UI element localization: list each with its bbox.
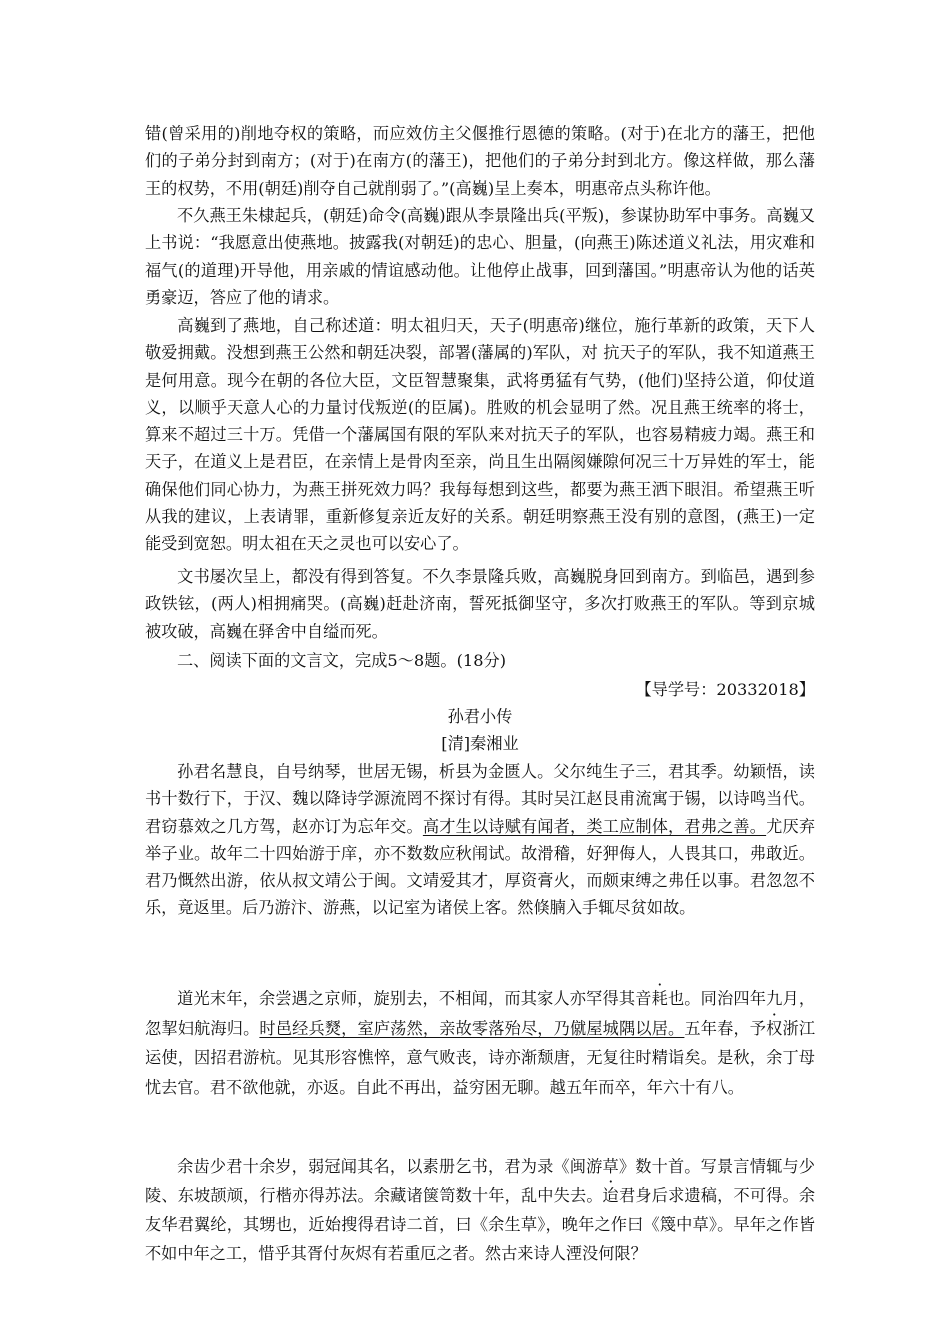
paragraph-3-text: 高巍到了燕地，自己称述道：明太祖归天，天子(明惠帝)继位，施行革新的政策，天下人敬爱拥戴。没想到燕王公然和朝廷决裂，部署(藩属的)军队，对 抗天子的军队，我不知道燕王是何用意。现今在朝的各位大臣，文臣智慧聚集，武将勇猛有气势，(他们)坚持公道，仰仗道义，以顺乎天意人心的力量讨伐叛逆(的臣属)。胜败的机会显明了然。况且燕王统率的将士，算来不超过三十万。凭借一个藩属国有限的军队来对抗天子的军队，也容易精疲力竭。燕王和天子，在道义上是君臣，在亲情上是骨肉至亲，尚且生出隔阂嫌隙何况三十万异姓的军士，能确保他们同心协力，为燕王拼死效力吗？我每每想到这些，都要为燕王洒下眼泪。希望燕王听从我的建议，上表请罪，重新修复亲近友好的关系。朝廷明察燕王没有别的意图，(燕王)一定能受到宽恕。明太祖在天之灵也可以安心了。 bbox=[145, 316, 815, 554]
paragraph-1-text: 错(曾采用的)削地夺权的策略，而应效仿主父偃推行恩德的策略。(对于)在北方的藩王，把他们的子弟分封到南方；(对于)在南方(的藩王)，把他们的子弟分封到北方。像这样做，那么藩王的权势，不用(朝廷)削夺自己就削弱了。”(高巍)呈上奏本，明惠帝点头称许他。 bbox=[145, 124, 815, 198]
paragraph-4-text: 文书屡次呈上，都没有得到答复。不久李景隆兵败，高巍脱身回到南方。到临邑，遇到参政铁铉，(两人)相拥痛哭。(高巍)赶赴济南，誓死抵御坚守，多次打败燕王的军队。等到京城被攻破，高巍在驿舍中自缢而死。 bbox=[145, 567, 815, 641]
paragraph-6 bbox=[145, 984, 815, 1102]
underlined-sentence-2: 时邑经兵燹，室庐荡然，亲故零落殆尽，乃僦屋城隅以居。 bbox=[259, 1018, 685, 1038]
paragraph-3 bbox=[145, 312, 815, 558]
dotted-char-2: 权 bbox=[766, 1018, 783, 1038]
section-heading bbox=[145, 647, 815, 674]
article-title: 孙君小传 bbox=[447, 707, 513, 726]
paragraph-7-text-b: 君身后求遗稿，不可得。余友华君翼纶，其甥也，近始搜得君诗二首，曰《余生草》，晚年之作曰《篾中草》。早年之作皆不如中年之工，惜乎其胥付灰烬有若重厄之者。然古来诗人湮没何限？ bbox=[145, 1186, 816, 1263]
paragraph-5-text-a: 孙君名慧良，自号纳琴，世居无锡，析县为金匮人。父尔纯生子三，君其季。幼颖悟，读书十数行下，于汉、魏以降诗学源流罔不探讨有得。其时吴江赵艮甫流寓于锡，以诗鸣当代。君窃慕效之几方驾，赵亦订为忘年交。 bbox=[145, 762, 815, 836]
article-author: [清]秦湘业 bbox=[441, 734, 519, 753]
section-heading-text: 二、阅读下面的文言文，完成5～8题。(18分) bbox=[177, 651, 507, 670]
paragraph-5 bbox=[145, 758, 815, 922]
paragraph-2-text: 不久燕王朱棣起兵，(朝廷)命令(高巍)跟从李景隆出兵(平叛)，参谋协助军中事务。高巍又上书说：“我愿意出使燕地。披露我(对朝廷)的忠心、胆量，(向燕王)陈述道义礼法，用灾难和福气(的道理)开导他，用亲戚的情谊感动他。让他停止战事，回到藩国。”明惠帝认为他的话英勇豪迈，答应了他的请求。 bbox=[145, 206, 815, 307]
paragraph-4 bbox=[145, 563, 815, 645]
dotted-char-3: 迨 bbox=[602, 1186, 620, 1205]
paragraph-6-text-a: 道光末年，余尝遇之京师，旋别去，不相闻，而其家人亦罕得其音 bbox=[177, 989, 652, 1008]
paragraph-6-text-c: 五年春，予 bbox=[684, 1018, 767, 1038]
dotted-char-1: 耗 bbox=[651, 989, 668, 1008]
paragraph-1 bbox=[145, 120, 815, 202]
paragraph-5-text-b: 尤厌弃举子业。故年二十四始游于庠，亦不数数应秋闱试。故滑稽，好狎侮人，人畏其口，弗敢近。君乃慨然出游，依从叔文靖公于闽。文靖爱其才，厚资膏火，而颇束缚之弗任以事。君忽忽不乐，竟返里。后乃游汴、游燕，以记室为诸侯上客。然倏腩入手辄尽贫如故。 bbox=[145, 816, 816, 918]
guide-number: 【导学号：20332018】 bbox=[635, 680, 815, 699]
paragraph-2 bbox=[145, 202, 815, 311]
underlined-sentence-1: 高才生以诗赋有闻者，类工应制体，君弗之善。 bbox=[422, 816, 767, 836]
paragraph-7-text-a: 余齿少君十余岁，弱冠闻其名，以素册乞书，君为录《闽游草》数十首。写景言情辄与少陵、东坡颉颃，行楷亦得苏法。余藏诸箧笥数十年，乱中失去。 bbox=[145, 1157, 815, 1205]
paragraph-7 bbox=[145, 1152, 815, 1268]
paragraph-6-text-d: 浙江运使，因招君游杭。见其形容憔悴，意气败丧，诗亦渐颓唐，无复往时精诣矣。是秋，余丁母忧去官。君不欲他就，亦返。自此不再出，益穷困无聊。越五年而卒，年六十有八。 bbox=[145, 1018, 816, 1097]
paragraph-6-text-b: 也。同治四年九月，忽挈妇航海归。 bbox=[145, 989, 816, 1038]
